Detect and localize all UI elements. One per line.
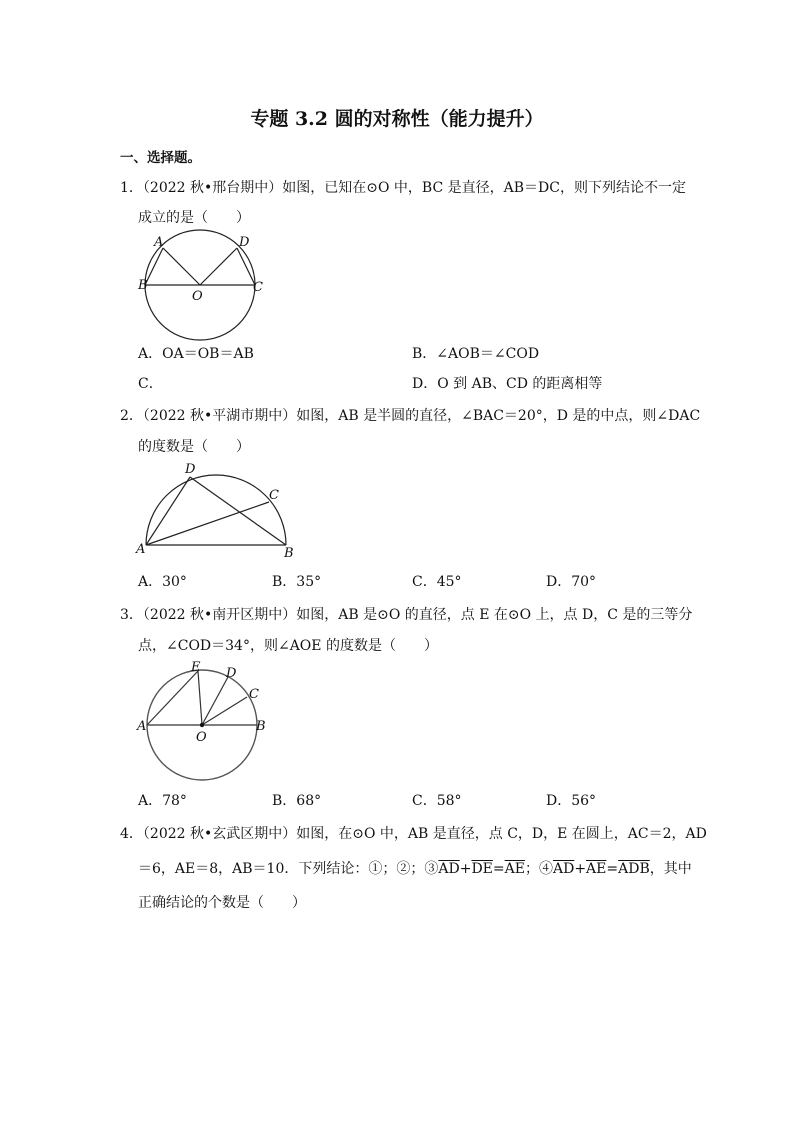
q3-circle-figure [132, 657, 277, 789]
q4-stem-line1: 4．（2022 秋•玄武区期中）如图，在⊙O 中，AB 是直径，点 C，D，E 在圆上，AC＝2，AD [120, 826, 707, 842]
q1-option-b[interactable]: B．∠AOB＝∠COD [412, 346, 540, 362]
q2-option-d[interactable]: D．70° [546, 574, 597, 590]
q4-arc-adb: $\overline{ADB}$ [618, 861, 650, 877]
q4-stem-line2 [138, 858, 692, 878]
q2-option-b[interactable]: B．35° [272, 574, 322, 590]
q2-segment-ad [146, 477, 190, 545]
q3-center-point [200, 723, 204, 727]
q3-label-o: O [196, 730, 207, 745]
q1-segment-do [200, 248, 237, 285]
q4-tail: ，其中 [649, 861, 692, 877]
q4-arc-de: $\overline{DE}$ [471, 861, 493, 877]
q2-label-a: A [136, 542, 146, 557]
q3-option-b[interactable]: B．68° [272, 793, 322, 809]
q4-arc-ae-2: $\overline{AE}$ [586, 861, 607, 877]
q3-label-a: A [137, 719, 147, 734]
q2-option-c[interactable]: C．45° [412, 574, 462, 590]
q4-equals-2: = [606, 861, 619, 877]
section-heading: 一、选择题。 [120, 150, 201, 166]
q2-option-a[interactable]: A．30° [138, 574, 187, 590]
page-title: 专题 3.2 圆的对称性（能力提升） [250, 108, 544, 130]
q3-segment-oc [202, 697, 247, 725]
q2-label-c: C [269, 488, 279, 503]
q1-option-c[interactable]: C． [138, 376, 163, 392]
q2-label-b: B [284, 546, 294, 560]
q1-segment-ao [163, 248, 200, 285]
q4-arc-ad: $\overline{AD}$ [438, 861, 460, 877]
q3-option-c[interactable]: C．58° [412, 793, 462, 809]
q3-label-c: C [249, 687, 259, 702]
q4-arc-ad-2: $\overline{AD}$ [552, 861, 575, 877]
q4-stem-line3: 正确结论的个数是（ ） [138, 895, 306, 911]
q1-label-o: O [192, 289, 203, 304]
q1-label-d: D [239, 235, 250, 250]
q4-plus-2: + [574, 861, 587, 877]
q3-segment-od [202, 677, 228, 725]
q4-separator: ；④ [524, 861, 553, 877]
q3-option-d[interactable]: D．56° [546, 793, 597, 809]
q3-stem-line1: 3．（2022 秋•南开区期中）如图，AB 是⊙O 的直径，点 E 在⊙O 上，点 D，C 是的三等分 [120, 607, 693, 623]
q2-stem-line1: 2．（2022 秋•平湖市期中）如图，AB 是半圆的直径，∠BAC＝20°，D 是的中点，则∠DAC [120, 408, 701, 424]
q2-label-d: D [185, 462, 196, 477]
q1-label-c: C [253, 280, 263, 295]
q3-label-e: E [191, 660, 201, 675]
q1-option-d[interactable]: D．O 到 AB、CD 的距离相等 [412, 376, 603, 392]
q3-label-b: B [256, 719, 266, 734]
q3-stem-line2: 点，∠COD＝34°，则∠AOE 的度数是（ ） [138, 638, 438, 654]
q2-semicircle-arc [146, 475, 286, 545]
q2-stem-line2: 的度数是（ ） [138, 439, 250, 455]
q3-option-a[interactable]: A．78° [138, 793, 187, 809]
q4-stem-line2-text: ＝6，AE＝8，AB＝10．下列结论：①；②；③ [138, 861, 439, 877]
q2-semicircle-figure [132, 458, 302, 560]
q3-segment-oe [198, 671, 202, 725]
q3-label-d: D [226, 666, 237, 681]
q1-label-b: B [138, 278, 148, 293]
q4-equals: = [492, 861, 505, 877]
q1-stem-line2: 成立的是（ ） [138, 210, 250, 226]
q2-segment-ac [146, 502, 269, 545]
q1-stem-line1: 1．（2022 秋•邢台期中）如图，已知在⊙O 中，BC 是直径，AB＝DC，则下列结论不一定 [120, 180, 686, 196]
q4-arc-ae: $\overline{AE}$ [504, 861, 525, 877]
q1-label-a: A [154, 235, 164, 250]
q4-plus: + [459, 861, 472, 877]
q1-option-a[interactable]: A．OA＝OB＝AB [138, 346, 254, 362]
